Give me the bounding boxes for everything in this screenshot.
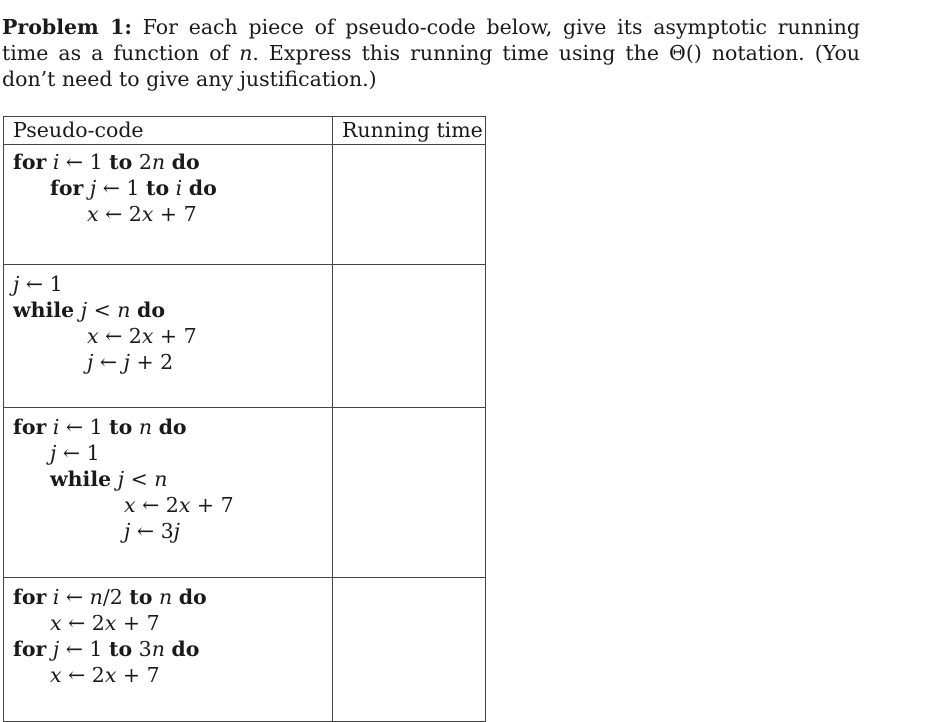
code-keyword: while — [13, 298, 75, 322]
code-line — [13, 349, 332, 375]
code-line — [13, 466, 332, 492]
code-text: ← 1 — [19, 272, 63, 296]
header-running-time: Running time — [333, 117, 486, 145]
code-cell — [4, 145, 333, 265]
code-variable: j — [89, 176, 97, 200]
table-row — [4, 145, 486, 265]
code-keyword: do — [178, 585, 207, 609]
code-text: + 7 — [116, 611, 160, 635]
code-line — [13, 149, 332, 175]
code-keyword: to — [108, 637, 133, 661]
code-text: ← 2 — [98, 324, 142, 348]
code-keyword: for — [13, 637, 47, 661]
code-line — [13, 610, 332, 636]
code-text: ← 2 — [135, 493, 179, 517]
code-variable: n — [154, 467, 168, 491]
running-time-cell[interactable] — [333, 265, 486, 408]
code-cell — [4, 408, 333, 578]
table-row — [4, 265, 486, 408]
code-variable: j — [123, 350, 130, 374]
code-variable: x — [141, 202, 154, 226]
code-variable: x — [87, 324, 99, 348]
problem-variable-n: n — [239, 41, 253, 65]
problem-statement — [2, 14, 860, 92]
code-text: ← — [59, 585, 90, 609]
code-text: ← 2 — [98, 202, 142, 226]
problem-label: Problem 1: — [2, 15, 132, 39]
code-text: ← — [93, 350, 124, 374]
code-line — [13, 518, 332, 544]
code-text: ← 1 — [56, 441, 100, 465]
code-variable: j — [87, 350, 94, 374]
code-text: ← 2 — [61, 663, 105, 687]
code-variable: n — [89, 585, 103, 609]
code-variable: x — [50, 663, 62, 687]
code-keyword: to — [109, 150, 133, 174]
code-text: + 7 — [116, 663, 160, 687]
code-line — [13, 492, 332, 518]
code-variable: j — [13, 272, 20, 296]
table-header-row — [4, 117, 486, 145]
code-variable: i — [52, 585, 60, 609]
code-variable: x — [104, 611, 117, 635]
table-row — [4, 578, 486, 722]
problem-text-part-1: For each piece of pseudo-code below, give its asymptotic running time as a function of — [2, 15, 860, 65]
code-keyword: while — [50, 467, 112, 491]
code-cell — [4, 265, 333, 408]
running-time-cell[interactable] — [333, 145, 486, 265]
code-keyword: to — [145, 176, 170, 200]
code-variable: j — [52, 637, 60, 661]
code-text: ← 1 — [59, 150, 110, 174]
code-line — [13, 271, 332, 297]
code-keyword: do — [188, 176, 217, 200]
code-variable: i — [175, 176, 183, 200]
code-text: + 7 — [153, 324, 197, 348]
code-line — [13, 636, 332, 662]
code-text: /2 — [102, 585, 130, 609]
code-keyword: do — [171, 150, 200, 174]
code-line — [13, 175, 332, 201]
code-line — [13, 201, 332, 227]
code-text: ← 1 — [96, 176, 146, 200]
code-variable: i — [52, 415, 60, 439]
problem-text-part-2: . Express this running time using the Θ() notation. (You don’t need to give any justification.) — [2, 41, 861, 91]
code-variable: j — [124, 519, 131, 543]
code-line — [13, 440, 332, 466]
code-variable: j — [80, 298, 88, 322]
code-text: ← 2 — [61, 611, 105, 635]
pseudo-code-table — [3, 116, 486, 722]
code-keyword: to — [129, 585, 153, 609]
code-variable: n — [138, 415, 153, 439]
code-variable: j — [50, 441, 57, 465]
table-row — [4, 408, 486, 578]
code-keyword: do — [171, 637, 200, 661]
code-variable: n — [158, 585, 173, 609]
code-line — [13, 297, 332, 323]
code-line — [13, 323, 332, 349]
running-time-cell[interactable] — [333, 578, 486, 722]
code-variable: x — [104, 663, 117, 687]
code-variable: i — [52, 150, 60, 174]
code-variable: x — [87, 202, 99, 226]
code-variable: j — [173, 519, 180, 543]
code-variable: x — [124, 493, 136, 517]
code-variable: x — [141, 324, 154, 348]
code-keyword: do — [137, 298, 166, 322]
code-text: ← 1 — [59, 637, 109, 661]
code-text: < — [124, 467, 155, 491]
code-line — [13, 584, 332, 610]
code-variable: j — [117, 467, 125, 491]
code-text: < — [87, 298, 118, 322]
code-variable: x — [50, 611, 62, 635]
code-cell — [4, 578, 333, 722]
code-keyword: for — [13, 585, 47, 609]
code-variable: n — [117, 298, 131, 322]
code-keyword: for — [50, 176, 84, 200]
code-variable: x — [178, 493, 191, 517]
code-keyword: for — [13, 415, 47, 439]
code-text: + 7 — [190, 493, 234, 517]
code-text: 3 — [132, 637, 152, 661]
code-text: ← 1 — [59, 415, 110, 439]
code-text: + 2 — [129, 350, 174, 374]
code-text: ← 3 — [130, 519, 174, 543]
code-variable: n — [151, 637, 165, 661]
code-text: + 7 — [153, 202, 197, 226]
code-keyword: do — [158, 415, 187, 439]
code-variable: n — [151, 150, 166, 174]
running-time-cell[interactable] — [333, 408, 486, 578]
code-line — [13, 414, 332, 440]
code-line — [13, 662, 332, 688]
header-pseudo-code: Pseudo-code — [4, 117, 333, 145]
code-keyword: to — [109, 415, 133, 439]
code-keyword: for — [13, 150, 47, 174]
code-text: 2 — [132, 150, 152, 174]
